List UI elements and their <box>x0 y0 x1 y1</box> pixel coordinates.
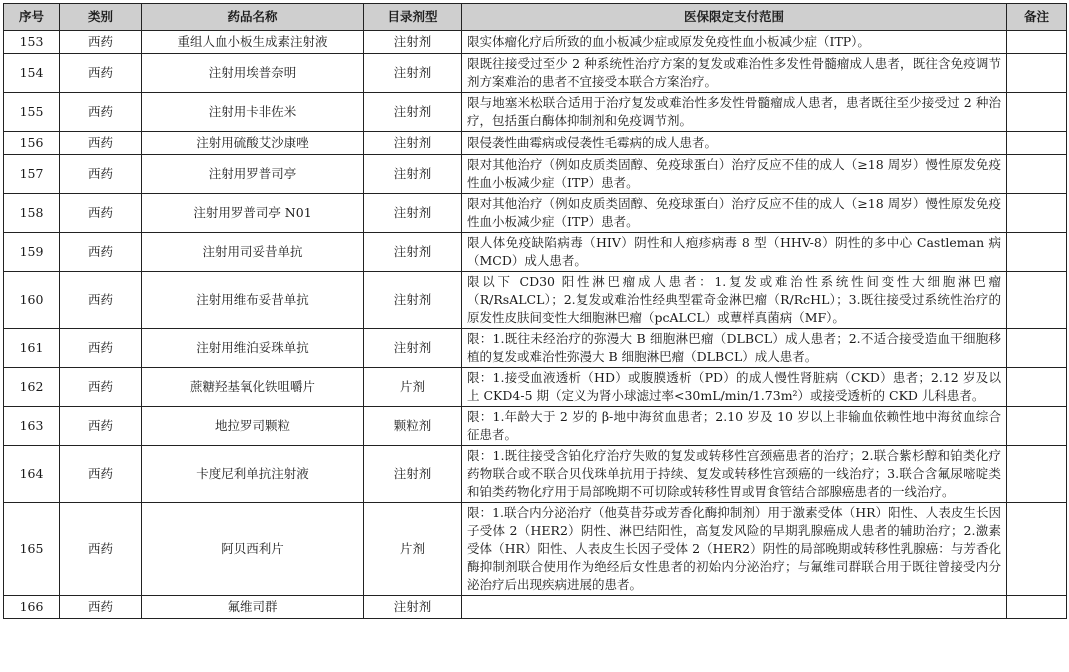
cell-note <box>1007 194 1067 233</box>
cell-note <box>1007 93 1067 132</box>
cell-no: 159 <box>4 233 60 272</box>
table-row <box>4 93 1067 132</box>
cell-note <box>1007 233 1067 272</box>
cell-payment-scope: 限：1.接受血液透析（HD）或腹膜透析（PD）的成人慢性肾脏病（CKD）患者；2.12 岁及以上 CKD4-5 期（定义为肾小球滤过率<30mL/min/1.73m²）或接受透析的 CKD 儿科患者。 <box>462 368 1007 407</box>
cell-note <box>1007 407 1067 446</box>
cell-payment-scope: 限以下 CD30 阳性淋巴瘤成人患者：1.复发或难治性系统性间变性大细胞淋巴瘤（R/RsALCL）；2.复发或难治性经典型霍奇金淋巴瘤（R/RcHL）；3.既往接受过系统性治疗的原发性皮肤间变性大细胞淋巴瘤（pcALCL）或蕈样真菌病（MF）。 <box>462 272 1007 329</box>
cell-note <box>1007 446 1067 503</box>
cell-no: 164 <box>4 446 60 503</box>
cell-drug-name: 重组人血小板生成素注射液 <box>142 31 364 54</box>
cell-drug-name: 注射用维泊妥珠单抗 <box>142 329 364 368</box>
cell-dosage-form: 片剂 <box>364 368 462 407</box>
cell-no: 165 <box>4 503 60 596</box>
cell-payment-scope: 限与地塞米松联合适用于治疗复发或难治性多发性骨髓瘤成人患者，患者既往至少接受过 2 种治疗，包括蛋白酶体抑制剂和免疫调节剂。 <box>462 93 1007 132</box>
cell-category: 西药 <box>60 446 142 503</box>
cell-drug-name: 注射用司妥昔单抗 <box>142 233 364 272</box>
cell-no: 166 <box>4 596 60 619</box>
cell-dosage-form: 注射剂 <box>364 93 462 132</box>
cell-dosage-form: 注射剂 <box>364 31 462 54</box>
cell-note <box>1007 272 1067 329</box>
document-page <box>3 3 1066 619</box>
cell-note <box>1007 503 1067 596</box>
cell-payment-scope: 限：1.既往接受含铂化疗治疗失败的复发或转移性宫颈癌患者的治疗；2.联合紫杉醇和铂类化疗药物联合或不联合贝伐珠单抗用于持续、复发或转移性宫颈癌的一线治疗；3.联合含氟尿嘧啶类和铂类药物化疗用于局部晚期不可切除或转移性胃或胃食管结合部腺癌患者的一线治疗。 <box>462 446 1007 503</box>
cell-category: 西药 <box>60 368 142 407</box>
cell-note <box>1007 155 1067 194</box>
header-no: 序号 <box>4 4 60 31</box>
table-row <box>4 132 1067 155</box>
table-row <box>4 272 1067 329</box>
cell-category: 西药 <box>60 194 142 233</box>
cell-note <box>1007 329 1067 368</box>
cell-payment-scope: 限人体免疫缺陷病毒（HIV）阴性和人疱疹病毒 8 型（HHV-8）阴性的多中心 Castleman 病（MCD）成人患者。 <box>462 233 1007 272</box>
cell-drug-name: 氟维司群 <box>142 596 364 619</box>
cell-no: 155 <box>4 93 60 132</box>
cell-drug-name: 蔗糖羟基氧化铁咀嚼片 <box>142 368 364 407</box>
cell-category: 西药 <box>60 93 142 132</box>
cell-no: 154 <box>4 54 60 93</box>
cell-category: 西药 <box>60 155 142 194</box>
table-row <box>4 233 1067 272</box>
cell-category: 西药 <box>60 31 142 54</box>
cell-note <box>1007 31 1067 54</box>
table-row <box>4 503 1067 596</box>
cell-payment-scope: 限侵袭性曲霉病或侵袭性毛霉病的成人患者。 <box>462 132 1007 155</box>
cell-drug-name: 注射用埃普奈明 <box>142 54 364 93</box>
table-row <box>4 155 1067 194</box>
header-payment-scope: 医保限定支付范围 <box>462 4 1007 31</box>
cell-drug-name: 注射用罗普司亭 N01 <box>142 194 364 233</box>
cell-dosage-form: 注射剂 <box>364 155 462 194</box>
cell-no: 162 <box>4 368 60 407</box>
header-dosage-form: 目录剂型 <box>364 4 462 31</box>
cell-note <box>1007 54 1067 93</box>
cell-dosage-form: 片剂 <box>364 503 462 596</box>
cell-category: 西药 <box>60 132 142 155</box>
drug-list-table <box>3 3 1067 619</box>
cell-note <box>1007 132 1067 155</box>
cell-dosage-form: 注射剂 <box>364 233 462 272</box>
cell-payment-scope: 限：1.既往未经治疗的弥漫大 B 细胞淋巴瘤（DLBCL）成人患者；2.不适合接受造血干细胞移植的复发或难治性弥漫大 B 细胞淋巴瘤（DLBCL）成人患者。 <box>462 329 1007 368</box>
cell-category: 西药 <box>60 272 142 329</box>
cell-dosage-form: 颗粒剂 <box>364 407 462 446</box>
cell-note <box>1007 368 1067 407</box>
table-row <box>4 194 1067 233</box>
cell-no: 153 <box>4 31 60 54</box>
cell-category: 西药 <box>60 596 142 619</box>
cell-drug-name: 注射用卡非佐米 <box>142 93 364 132</box>
table-row <box>4 596 1067 619</box>
table-header-row <box>4 4 1067 31</box>
table-row <box>4 368 1067 407</box>
cell-dosage-form: 注射剂 <box>364 446 462 503</box>
cell-no: 158 <box>4 194 60 233</box>
header-note: 备注 <box>1007 4 1067 31</box>
cell-payment-scope: 限实体瘤化疗后所致的血小板减少症或原发免疫性血小板减少症（ITP）。 <box>462 31 1007 54</box>
cell-category: 西药 <box>60 54 142 93</box>
cell-no: 160 <box>4 272 60 329</box>
cell-no: 163 <box>4 407 60 446</box>
cell-no: 156 <box>4 132 60 155</box>
cell-payment-scope: 限对其他治疗（例如皮质类固醇、免疫球蛋白）治疗反应不佳的成人（≥18 周岁）慢性原发免疫性血小板减少症（ITP）患者。 <box>462 194 1007 233</box>
cell-no: 161 <box>4 329 60 368</box>
cell-drug-name: 地拉罗司颗粒 <box>142 407 364 446</box>
cell-drug-name: 注射用维布妥昔单抗 <box>142 272 364 329</box>
cell-payment-scope: 限：1.年龄大于 2 岁的 β-地中海贫血患者；2.10 岁及 10 岁以上非输血依赖性地中海贫血综合征患者。 <box>462 407 1007 446</box>
cell-payment-scope <box>462 596 1007 619</box>
cell-payment-scope: 限：1.联合内分泌治疗（他莫昔芬或芳香化酶抑制剂）用于激素受体（HR）阳性、人表皮生长因子受体 2（HER2）阴性、淋巴结阳性，高复发风险的早期乳腺癌成人患者的辅助治疗；2.激素受体（HR）阳性、人表皮生长因子受体 2（HER2）阴性的局部晚期或转移性乳腺癌：与芳香化酶抑制剂联合使用作为绝经后女性患者的初始内分泌治疗；与氟维司群联合用于既往曾接受内分泌治疗后出现疾病进展的患者。 <box>462 503 1007 596</box>
cell-dosage-form: 注射剂 <box>364 329 462 368</box>
cell-drug-name: 注射用罗普司亭 <box>142 155 364 194</box>
cell-category: 西药 <box>60 329 142 368</box>
cell-drug-name: 注射用硫酸艾沙康唑 <box>142 132 364 155</box>
cell-dosage-form: 注射剂 <box>364 272 462 329</box>
cell-category: 西药 <box>60 407 142 446</box>
cell-dosage-form: 注射剂 <box>364 132 462 155</box>
cell-dosage-form: 注射剂 <box>364 194 462 233</box>
table-row <box>4 54 1067 93</box>
table-row <box>4 407 1067 446</box>
cell-category: 西药 <box>60 233 142 272</box>
cell-drug-name: 卡度尼利单抗注射液 <box>142 446 364 503</box>
cell-payment-scope: 限既往接受过至少 2 种系统性治疗方案的复发或难治性多发性骨髓瘤成人患者，既往含免疫调节剂方案难治的患者不宜接受本联合方案治疗。 <box>462 54 1007 93</box>
header-drug-name: 药品名称 <box>142 4 364 31</box>
cell-no: 157 <box>4 155 60 194</box>
header-category: 类别 <box>60 4 142 31</box>
cell-note <box>1007 596 1067 619</box>
cell-category: 西药 <box>60 503 142 596</box>
table-row <box>4 31 1067 54</box>
table-row <box>4 329 1067 368</box>
cell-drug-name: 阿贝西利片 <box>142 503 364 596</box>
cell-dosage-form: 注射剂 <box>364 54 462 93</box>
cell-dosage-form: 注射剂 <box>364 596 462 619</box>
cell-payment-scope: 限对其他治疗（例如皮质类固醇、免疫球蛋白）治疗反应不佳的成人（≥18 周岁）慢性原发免疫性血小板减少症（ITP）患者。 <box>462 155 1007 194</box>
table-row <box>4 446 1067 503</box>
